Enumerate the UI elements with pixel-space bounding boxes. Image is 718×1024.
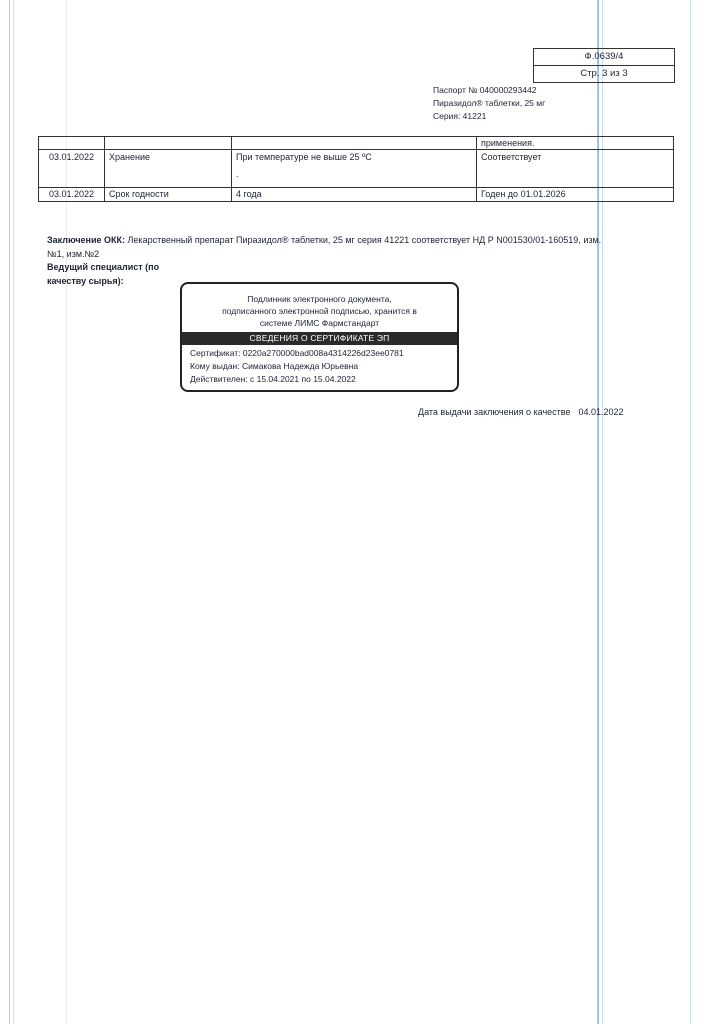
specialist-line-1: Ведущий специалист (по — [47, 262, 160, 272]
spec-table — [38, 136, 674, 202]
passport-header — [433, 84, 545, 123]
page-number: Стр. 3 из 3 — [580, 68, 628, 79]
passport-number: Паспорт № 040000293442 — [433, 85, 537, 95]
cell-norm — [232, 150, 477, 188]
form-code-box — [533, 48, 675, 83]
stamp-line-3: системе ЛИМС Фармстандарт — [259, 318, 380, 328]
form-code: Ф.0639/4 — [534, 49, 674, 66]
table-row — [39, 188, 674, 202]
table-row — [39, 137, 674, 150]
cell-date: 03.01.2022 — [39, 188, 105, 202]
stamp-validity: Действителен: с 15.04.2021 по 15.04.2022 — [190, 374, 356, 384]
issue-date-line — [418, 407, 624, 417]
stamp-original-note — [182, 293, 457, 329]
lead-specialist — [47, 260, 159, 288]
scan-line-left-red — [9, 0, 10, 1024]
issue-date-label: Дата выдачи заключения о качестве — [418, 407, 571, 417]
batch-series: Серия: 41221 — [433, 111, 487, 121]
cell-param — [105, 137, 232, 150]
stamp-line-1: Подлинник электронного документа, — [247, 294, 392, 304]
conclusion-text: Лекарственный препарат Пиразидол® таблетки, 25 мг серия 41221 соответствует НД Р N001530/01-160519, изм.№1, изм.№2 — [47, 235, 602, 259]
cell-norm: 4 года — [232, 188, 477, 202]
norm-text: При температуре не выше 25 ºС — [236, 152, 372, 162]
cell-result: Годен до 01.01.2026 — [477, 188, 674, 202]
cell-result: применения. — [477, 137, 674, 150]
cell-date: 03.01.2022 — [39, 150, 105, 188]
product-name: Пиразидол® таблетки, 25 мг — [433, 98, 546, 108]
e-signature-stamp — [180, 282, 459, 392]
cell-result: Соответствует — [477, 150, 674, 188]
qc-conclusion — [47, 233, 607, 261]
scan-line-left-red-faint — [13, 0, 14, 1024]
norm-note: . — [236, 169, 239, 179]
scan-line-far-right-blue — [690, 0, 691, 1024]
table-row — [39, 150, 674, 188]
specialist-line-2: качеству сырья): — [47, 276, 124, 286]
stamp-line-2: подписанного электронной подписью, хранится в — [222, 306, 417, 316]
issue-date: 04.01.2022 — [578, 407, 624, 417]
cell-norm — [232, 137, 477, 150]
cell-param: Хранение — [105, 150, 232, 188]
stamp-header: СВЕДЕНИЯ О СЕРТИФИКАТЕ ЭП — [182, 332, 457, 345]
cell-date — [39, 137, 105, 150]
stamp-certificate: Сертификат: 0220a270000bad008a4314226d23ee0781 — [190, 348, 404, 358]
cell-param: Срок годности — [105, 188, 232, 202]
stamp-owner: Кому выдан: Симакова Надежда Юрьевна — [190, 361, 359, 371]
conclusion-label: Заключение ОКК: — [47, 235, 126, 245]
